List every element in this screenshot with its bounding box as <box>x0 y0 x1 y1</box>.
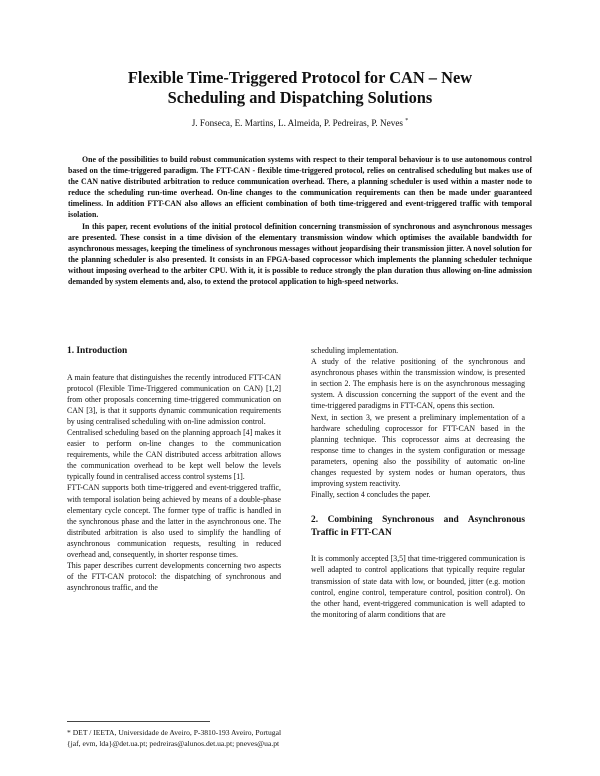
right-column <box>311 345 525 620</box>
title-line-2: Scheduling and Dispatching Solutions <box>167 88 433 107</box>
body-paragraph: Centralised scheduling based on the planning approach [4] makes it easier to perform on-line changes to the communication requirements, while the CAN distributed access arbitration allows the communication overhead to be kept well below the levels typically found in centralised access control systems [1]. <box>67 427 281 482</box>
abstract-paragraph: One of the possibilities to build robust communication systems with respect to their temporal behaviour is to use autonomous control based on the time-triggered paradigm. The FTT-CAN - flexible time-triggered protocol, relies on centralised scheduling but makes use of the CAN native distributed arbitration to reduce communication overhead. There, a planning scheduler is used within a master node to reduce the scheduling run-time overhead. On-line changes to the communication requirements can then be made under guaranteed timeliness. In addition FTT-CAN also allows an efficient combination of both time-triggered and event-triggered traffic with temporal isolation. <box>68 155 532 220</box>
section-heading-introduction: 1. Introduction <box>67 346 128 356</box>
section-heading-combining-traffic: 2. Combining Synchronous and Asynchronous Traffic in FTT-CAN <box>311 515 525 538</box>
footnote <box>67 727 367 749</box>
abstract-paragraph: In this paper, recent evolutions of the initial protocol definition concerning transmission of synchronous and asynchronous messages are presented. These consist in a time division of the elementary transmission window which optimises the available bandwidth for asynchronous messages, keeping the timeliness of synchronous messages without jeopardising their transmission jitter. A novel solution for the planning scheduler is also presented. It consists in an FPGA-based coprocessor which implements the planning scheduler technique without imposing overhead to the arbiter CPU. With it, it is possible to reduce strongly the plan duration thus allowing on-line admission demanded by system elements and, also, to extend the protocol application to high-speed networks. <box>68 221 532 287</box>
body-paragraph: A study of the relative positioning of the synchronous and asynchronous phases within the transmission window, is presented in section 2. The emphasis here is on the asynchronous messaging system. A discussion concerning the support of the event and the time-triggered paradigms in FTT-CAN, opens this section. <box>311 357 525 411</box>
author-list <box>100 118 500 128</box>
paper-title <box>60 68 540 108</box>
body-paragraph: This paper describes current developments concerning two aspects of the FTT-CAN protocol: the dispatching of synchronous and asynchronous traffic, and the <box>67 561 281 593</box>
abstract <box>68 154 532 287</box>
body-paragraph: FTT-CAN supports both time-triggered and event-triggered traffic, with temporal isolation being achieved by means of a double-phase elementary cycle concept. The former type of traffic is handled in the synchronous phase and the latter in the asynchronous one. The distributed arbitration is also used to simplify the handling of asynchronous communication requests, resulting in reduced overhead and, consequently, in shorter response times. <box>67 483 281 559</box>
body-paragraph: It is commonly accepted [3,5] that time-triggered communication is well adapted to control applications that typically require regular transmission of state data with low, or bounded, jitter (e.g. motion control, engine control, temperature control, position control). On the other hand, event-triggered communication is well adapted to the monitoring of alarm conditions that are <box>311 554 525 619</box>
title-line-1: Flexible Time-Triggered Protocol for CAN – New <box>127 68 473 87</box>
body-paragraph: Next, in section 3, we present a preliminary implementation of a hardware scheduling coprocessor for FTT-CAN based in the planning technique. This coprocessor aims at decreasing the response time to changes in the system configuration or message parameters, opening also the possibility of automatic on-line changes requested by system nodes or human operators, thus improving system reactivity. <box>311 412 525 489</box>
footnote-divider <box>67 721 210 722</box>
body-paragraph: A main feature that distinguishes the recently introduced FTT-CAN protocol (Flexible Time-Triggered communication on CAN) [1,2] from other proposals concerning time-triggered communication on CAN [3], is that it supports dynamic communication requirements by using centralised scheduling with on-line admission control. <box>67 372 281 426</box>
left-column <box>67 345 281 593</box>
footnote-affiliation: * DET / IEETA, Universidade de Aveiro, P-3810-193 Aveiro, Portugal <box>67 728 282 737</box>
body-paragraph: scheduling implementation. <box>311 346 399 355</box>
author-footnote-mark: * <box>405 118 409 124</box>
authors-text: J. Fonseca, E. Martins, L. Almeida, P. Pedreiras, P. Neves <box>191 118 403 129</box>
body-paragraph: Finally, section 4 concludes the paper. <box>311 490 431 500</box>
footnote-emails: {jaf, evm, lda}@det.ua.pt; pedreiras@alunos.det.ua.pt; pneves@ua.pt <box>67 739 280 748</box>
